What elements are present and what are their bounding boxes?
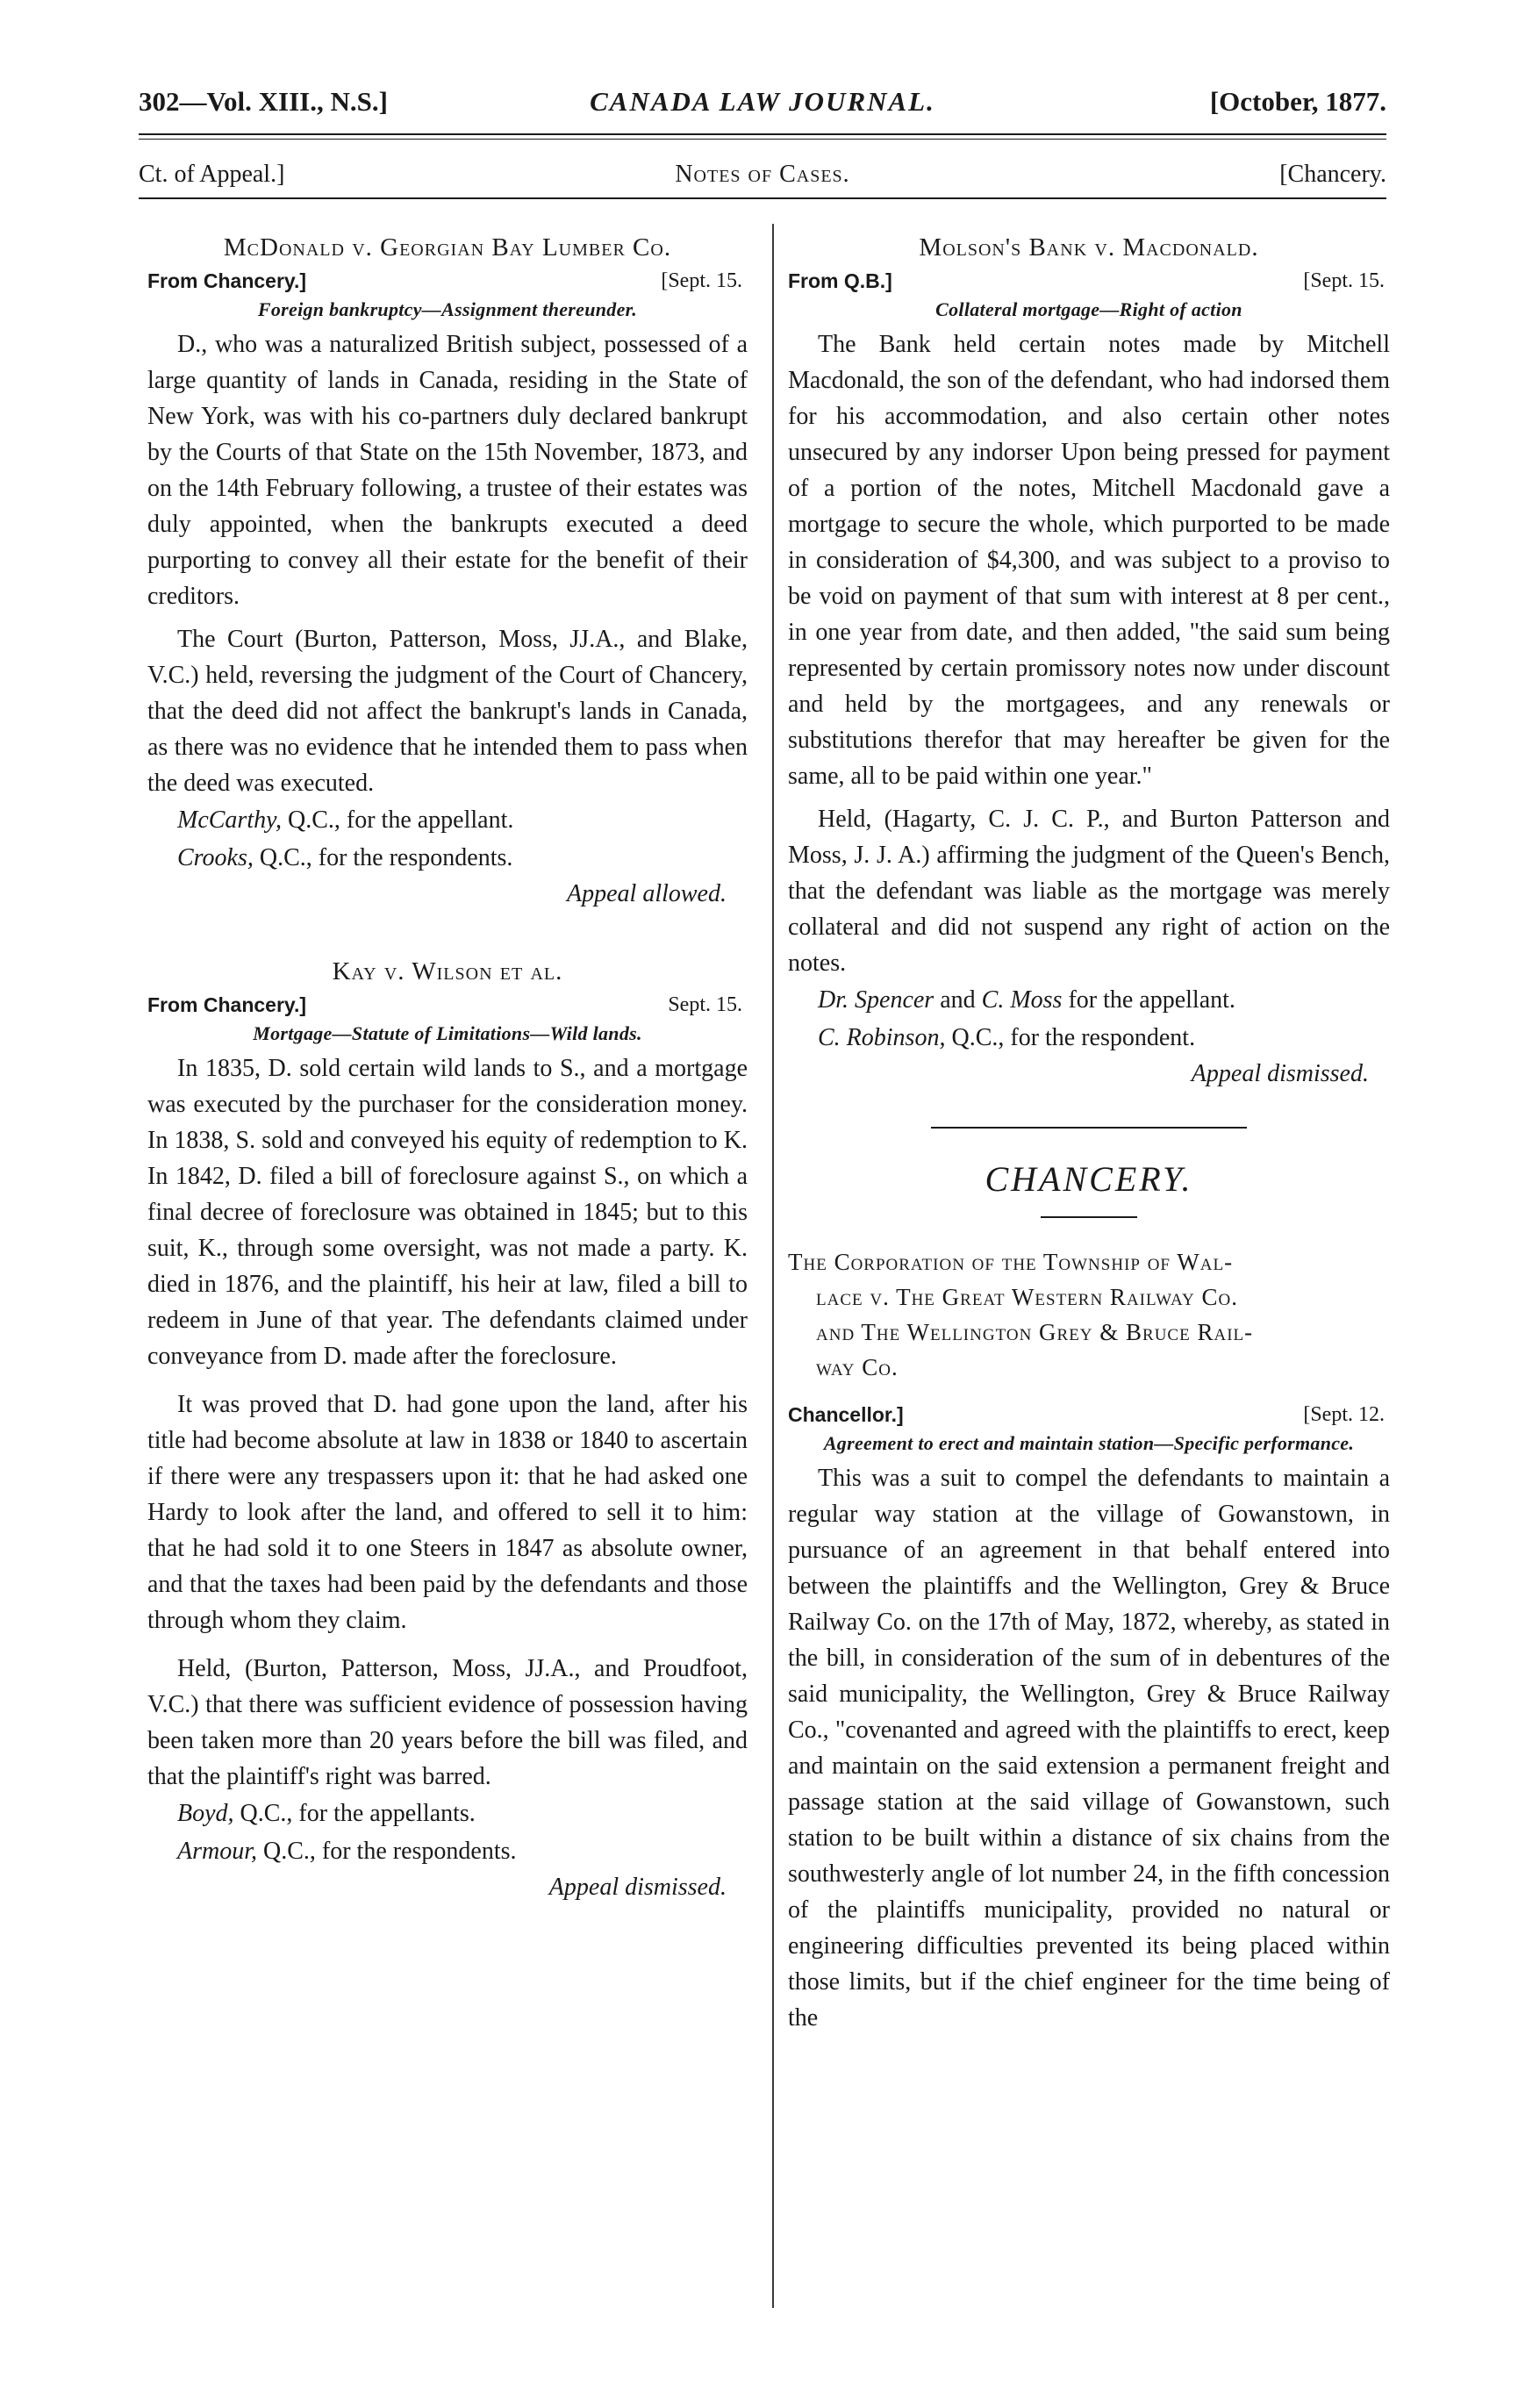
counsel-name: C. Moss bbox=[981, 986, 1063, 1014]
counsel-line bbox=[147, 1795, 748, 1832]
case-headnote: Collateral mortgage—Right of action bbox=[935, 298, 1242, 320]
case-paragraph: The Court (Burton, Patterson, Moss, JJ.A., and Blake, V.C.) held, reversing the judgment of the Court of Chancery, that the deed did not affect the bankrupt's lands in Canada, as there was no evidence that he intended them to pass when the deed was executed. bbox=[147, 626, 748, 797]
case-title-line: lace v. The Great Western Railway Co. bbox=[816, 1284, 1238, 1310]
counsel-line bbox=[147, 1832, 748, 1870]
division-label: [Chancery. bbox=[1279, 161, 1386, 188]
case-paragraph: D., who was a naturalized British subject, possessed of a large quantity of lands in Canada, residing in the State of New York, was with his co-partners duly declared bankrupt by the Courts of that State on the 15th November, 1873, and on the 14th February following, a trustee of their estates was duly appointed, when the bankrupts executed a deed purporting to convey all their estate for the benefit of their creditors. bbox=[147, 331, 748, 610]
case-headnote: Agreement to erect and maintain station—Specific performance. bbox=[823, 1432, 1355, 1454]
case-title: Kay v. Wilson et al. bbox=[332, 957, 563, 985]
counsel-line bbox=[788, 981, 1390, 1019]
case-paragraph: In 1835, D. sold certain wild lands to S., and a mortgage was executed by the purchaser for the consideration money. In 1838, S. sold and conveyed his equity of redemption to K. In 1842, D. filed a bill of foreclosure against S., on which a final decree of foreclosure was obtained in 1845; but to this suit, K., through some oversight, was not made a party. K. died in 1876, and the plaintiff, his heir at law, filed a bill to redeem in June of that year. The defendants claimed under conveyance from D. made after the foreclosure. bbox=[147, 1055, 748, 1370]
court-line bbox=[147, 265, 748, 297]
journal-title: CANADA LAW JOURNAL. bbox=[590, 86, 935, 117]
case-date: [Sept. 15. bbox=[1303, 269, 1385, 292]
counsel-name: Crooks, bbox=[177, 844, 254, 871]
case-date: [Sept. 12. bbox=[1303, 1403, 1385, 1426]
counsel-role: Q.C., for the respondents. bbox=[253, 844, 513, 871]
section-divider-rule bbox=[931, 1127, 1247, 1129]
counsel-name: Dr. Spencer bbox=[818, 986, 934, 1014]
counsel-role: Q.C., for the respondents. bbox=[257, 1838, 517, 1865]
case-disposition: Appeal dismissed. bbox=[1191, 1060, 1369, 1087]
case-title bbox=[788, 1244, 1390, 1385]
right-column bbox=[788, 230, 1390, 2036]
case-spacer bbox=[147, 912, 748, 954]
issue-date: [October, 1877. bbox=[1209, 86, 1386, 117]
page-volume-ref: 302—Vol. XIII., N.S.] bbox=[139, 86, 388, 117]
counsel-role: Q.C., for the appellant. bbox=[282, 806, 514, 834]
case-kay bbox=[147, 954, 748, 1905]
case-date: Sept. 15. bbox=[668, 993, 742, 1016]
case-headnote: Foreign bankruptcy—Assignment thereunder. bbox=[257, 298, 638, 320]
case-headnote: Mortgage—Statute of Limitations—Wild lands. bbox=[253, 1022, 642, 1044]
counsel-role: for the appellant. bbox=[1062, 986, 1235, 1014]
court-line bbox=[147, 989, 748, 1021]
header-rule-thick bbox=[139, 133, 1386, 135]
case-disposition: Appeal dismissed. bbox=[548, 1874, 727, 1901]
counsel-line bbox=[147, 839, 748, 877]
case-date: [Sept. 15. bbox=[661, 269, 742, 292]
subhead-rule bbox=[139, 197, 1386, 199]
case-title: McDonald v. Georgian Bay Lumber Co. bbox=[223, 233, 672, 262]
header-rule-thin bbox=[139, 139, 1386, 140]
section-heading-rule bbox=[1041, 1216, 1137, 1218]
counsel-name: McCarthy, bbox=[177, 806, 282, 834]
court-from: From Chancery.] bbox=[147, 993, 307, 1016]
case-township-of-wallace bbox=[788, 1244, 1390, 2036]
counsel-line bbox=[788, 1019, 1390, 1057]
case-title-line: and The Wellington Grey & Bruce Rail- bbox=[816, 1319, 1254, 1345]
case-disposition: Appeal allowed. bbox=[567, 880, 727, 907]
running-head bbox=[139, 86, 1386, 121]
case-paragraph: It was proved that D. had gone upon the land, after his title had become absolute at law in 1838 or 1840 to ascertain if there were any trespassers upon it: that he had asked one Hardy to look after the land, and offered to sell it to him: that he had sold it to one Steers in 1847 as absolute owner, and that the taxes had been paid by the defendants and those through whom they claim. bbox=[147, 1391, 748, 1634]
court-label: Ct. of Appeal.] bbox=[139, 161, 285, 188]
counsel-conjunction: and bbox=[934, 986, 982, 1014]
case-title: Molson's Bank v. Macdonald. bbox=[919, 233, 1259, 262]
case-molsons-bank bbox=[788, 230, 1390, 1092]
court-from: From Chancery.] bbox=[147, 269, 307, 292]
counsel-role: Q.C., for the appellants. bbox=[233, 1800, 476, 1827]
case-paragraph: The Bank held certain notes made by Mitchell Macdonald, the son of the defendant, who had indorsed them for his accommodation, and also certain other notes unsecured by any indorser Upon being pressed for payment of a portion of the notes, Mitchell Macdonald gave a mortgage to secure the whole, which purported to be made in consideration of $4,300, and was subject to a proviso to be void on payment of that sum with interest at 8 per cent., in one year from date, and then added, "the said sum being represented by certain promissory notes now under discount and held by the mortgagees, and any renewals or substitutions therefor that may hereafter be given for the same, all to be paid within one year." bbox=[788, 331, 1390, 790]
case-paragraph: Held, (Hagarty, C. J. C. P., and Burton Patterson and Moss, J. J. A.) affirming the judgment of the Queen's Bench, that the defendant was liable as the mortgage was merely collateral and did not suspend any right of action on the notes. bbox=[788, 806, 1390, 977]
case-title-line: The Corporation of the Township of Wal- bbox=[788, 1249, 1234, 1275]
section-label: Notes of Cases. bbox=[675, 161, 850, 188]
section-heading: CHANCERY. bbox=[985, 1159, 1193, 1199]
left-column bbox=[147, 230, 748, 1905]
court-line bbox=[788, 265, 1390, 297]
counsel-name: Boyd, bbox=[177, 1800, 234, 1827]
court-from: Chancellor.] bbox=[788, 1403, 904, 1426]
column-divider bbox=[772, 224, 774, 2308]
counsel-name: Armour, bbox=[177, 1838, 258, 1865]
case-paragraph: This was a suit to compel the defendants to maintain a regular way station at the village of Gowanstown, in pursuance of an agreement in that behalf entered into between the plaintiffs and the Wellington, Grey & Bruce Railway Co. on the 17th of May, 1872, whereby, as stated in the bill, in consideration of the sum of in debentures of the said municipality, the Wellington, Grey & Bruce Railway Co., "covenanted and agreed with the plaintiffs to erect, keep and maintain on the said extension a permanent freight and passage station at the said village of Gowanstown, such station to be built within a distance of six chains from the southwesterly angle of lot number 24, in the fifth concession of the plaintiffs municipality, provided no natural or engineering difficulties prevented its being placed within those limits, but if the chief engineer for the time being of the bbox=[788, 1465, 1390, 2032]
case-title-line: way Co. bbox=[816, 1354, 899, 1380]
case-mcdonald bbox=[147, 230, 748, 912]
court-from: From Q.B.] bbox=[788, 269, 892, 292]
section-subhead bbox=[139, 161, 1386, 192]
counsel-line bbox=[147, 801, 748, 839]
case-paragraph: Held, (Burton, Patterson, Moss, JJ.A., and Proudfoot, V.C.) that there was sufficient evidence of possession having been taken more than 20 years before the bill was filed, and that the plaintiff's right was barred. bbox=[147, 1655, 748, 1790]
court-line bbox=[788, 1399, 1390, 1430]
counsel-name: C. Robinson, bbox=[818, 1024, 946, 1051]
counsel-role: Q.C., for the respondent. bbox=[945, 1024, 1196, 1051]
